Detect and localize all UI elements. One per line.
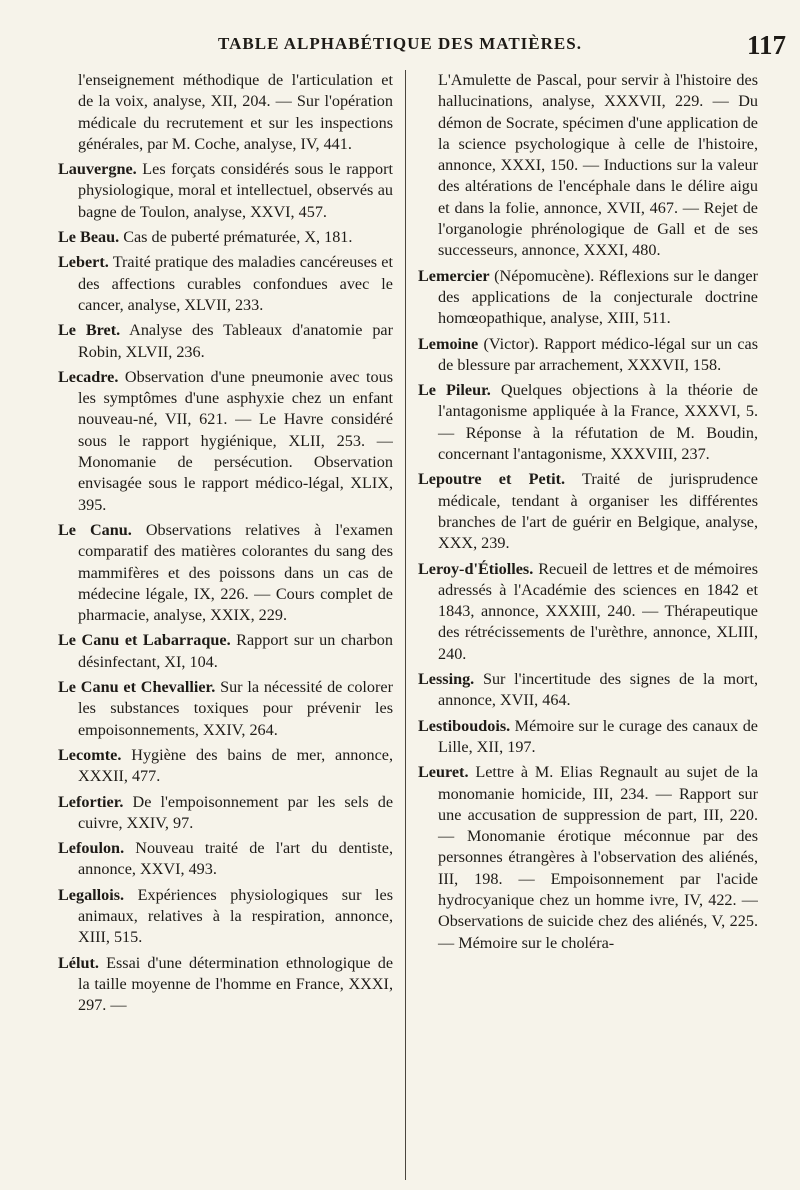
entry-text: L'Amulette de Pascal, pour servir à l'histoire des hallucinations, analyse, XXXVII, 229. — Du démon de Socrate, spécimen d'une application de la science psychologique à celle de l'histoire, annonce, XXXI, 150. — Inductions sur la valeur des altérations de l'encéphale dans le délire aigu et dans la folie, annonce, XVII, 467. — Rejet de l'organologie phrénologique de Gall et de ses successeurs, annonce, XXXI, 480. — [438, 71, 758, 260]
entry-headword: Legallois. — [58, 885, 125, 904]
entry-text: Cas de puberté prématurée, X, 181. — [123, 228, 353, 247]
index-entry — [418, 669, 758, 712]
entry-text: Analyse des Tableaux d'anatomie par Robin, XLVII, 236. — [78, 321, 393, 361]
entry-text: Rapport sur un charbon désinfectant, XI, 104. — [78, 631, 393, 671]
entry-headword: Leuret. — [418, 763, 469, 782]
index-entry — [418, 559, 758, 665]
entry-headword: Lessing. — [418, 670, 475, 689]
index-entry-continuation — [418, 70, 758, 262]
index-entry — [58, 367, 393, 516]
entry-text: Expériences physiologiques sur les animaux, relatives à la respiration, annonce, XIII, 515. — [78, 885, 393, 947]
entry-headword: Le Pileur. — [418, 381, 491, 400]
entry-headword: Lauvergne. — [58, 160, 137, 179]
entry-headword: Lefortier. — [58, 792, 124, 811]
entry-text: Lettre à M. Elias Regnault au sujet de la monomanie homicide, III, 234. — Rapport sur une accusation de suppression de part, III, 220. — Monomanie érotique méconnue par des personnes étrangères à l'observation des aliénés, III, 198. — Empoisonnement par l'acide hydrocyanique chez un homme ivre, IV, 422. — Observations de suicide chez des aliénés, V, 225. — Mémoire sur le choléra- — [438, 763, 758, 952]
entry-text: Traité pratique des maladies cancéreuses et des affections curables confondues avec le cancer, analyse, XLVII, 233. — [78, 253, 393, 314]
entry-text: (Népomucène). Réflexions sur le danger des applications de la conjecturale doctrine homœopathique, analyse, XIII, 511. — [438, 266, 758, 328]
entry-headword: Lefoulon. — [58, 839, 125, 858]
entry-headword: Le Canu et Labarraque. — [58, 631, 231, 650]
entry-text: Observation d'une pneumonie avec tous les symptômes d'une asphyxie chez un enfant nouveau-né, VII, 621. — Le Havre considéré sous le rapport hygiénique, XLII, 253. — Monomanie de persécution. Observation envisagée sous le rapport médico-légal, XLIX, 395. — [78, 367, 393, 514]
entry-text: l'enseignement méthodique de l'articulation et de la voix, analyse, XII, 204. — Sur l'opération médicale du recrutement et sur les inspections générales, par M. Coche, analyse, IV, 441. — [78, 71, 393, 153]
page-header — [0, 30, 800, 66]
entry-headword: Leroy-d'Étiolles. — [418, 559, 534, 578]
index-entry — [418, 334, 758, 377]
right-column — [418, 70, 758, 1180]
entry-text: Traité de jurisprudence médicale, tendant à organiser les différentes branches de l'art de guérir en Belgique, analyse, XXX, 239. — [438, 470, 758, 553]
entry-headword: Lecomte. — [58, 745, 122, 764]
entry-text: Les forçats considérés sous le rapport physiologique, moral et intellectuel, observés au bagne de Toulon, analyse, XXVI, 457. — [78, 160, 393, 221]
index-entry — [58, 792, 393, 835]
entry-text: (Victor). Rapport médico-légal sur un cas de blessure par arrachement, XXXVII, 158. — [438, 334, 758, 374]
index-entry — [58, 320, 393, 363]
entry-text: Mémoire sur le curage des canaux de Lille, XII, 197. — [438, 716, 758, 756]
entry-text: Recueil de lettres et de mémoires adressés à l'Académie des sciences en 1842 et 1843, annonce, XXXIII, 240. — Thérapeutique des rétrécissements de l'urèthre, annonce, XLIII, 240. — [438, 559, 758, 663]
index-entry — [58, 677, 393, 741]
entry-headword: Lestiboudois. — [418, 716, 511, 735]
running-title: TABLE ALPHABÉTIQUE DES MATIÈRES. — [218, 34, 582, 53]
entry-headword: Lecadre. — [58, 367, 119, 386]
index-entry — [58, 745, 393, 788]
entry-text: Hygiène des bains de mer, annonce, XXXII, 477. — [78, 745, 393, 786]
entry-headword: Lebert. — [58, 253, 109, 272]
entry-text: Observations relatives à l'examen comparatif des matières colorantes du sang des mammifères et des poissons dans un cas de médecine légale, IX, 226. — Cours complet de pharmacie, analyse, XXIX, 229. — [78, 520, 393, 625]
left-column — [58, 70, 393, 1180]
entry-headword: Le Beau. — [58, 228, 120, 247]
entry-headword: Le Canu. — [58, 520, 132, 539]
entry-text: Quelques objections à la théorie de l'antagonisme appliquée à la France, XXXVI, 5. — Réponse à la réfutation de M. Boudin, concernant l'antagonisme, XXXVIII, 237. — [438, 381, 758, 464]
entry-headword: Le Bret. — [58, 321, 121, 340]
entry-headword: Le Canu et Chevallier. — [58, 678, 216, 697]
entry-headword: Lemercier — [418, 266, 490, 285]
index-entry — [58, 953, 393, 1017]
entry-text: De l'empoisonnement par les sels de cuivre, XXIV, 97. — [78, 792, 393, 832]
entry-text: Nouveau traité de l'art du dentiste, annonce, XXVI, 493. — [78, 839, 393, 879]
entry-text: Essai d'une détermination ethnologique de la taille moyenne de l'homme en France, XXXI, 297. — — [78, 953, 393, 1015]
index-entry — [58, 159, 393, 223]
index-entry — [418, 469, 758, 554]
page-number: 117 — [746, 30, 786, 60]
index-entry — [58, 520, 393, 626]
index-entry — [418, 266, 758, 330]
index-entry — [58, 252, 393, 316]
entry-headword: Lemoine — [418, 334, 479, 353]
index-entry — [58, 885, 393, 949]
entry-text: Sur la nécessité de colorer les substances toxiques pour prévenir les empoisonnements, XXIV, 264. — [78, 678, 393, 739]
column-divider — [405, 70, 406, 1180]
entry-text: Sur l'incertitude des signes de la mort, annonce, XVII, 464. — [438, 670, 758, 710]
index-entry — [418, 716, 758, 759]
index-entry — [58, 227, 393, 248]
entry-headword: Lélut. — [58, 953, 99, 972]
index-entry — [58, 838, 393, 881]
index-entry-continuation — [58, 70, 393, 155]
index-entry — [58, 630, 393, 673]
entry-headword: Lepoutre et Petit. — [418, 470, 566, 489]
index-entry — [418, 380, 758, 465]
index-entry — [418, 762, 758, 954]
